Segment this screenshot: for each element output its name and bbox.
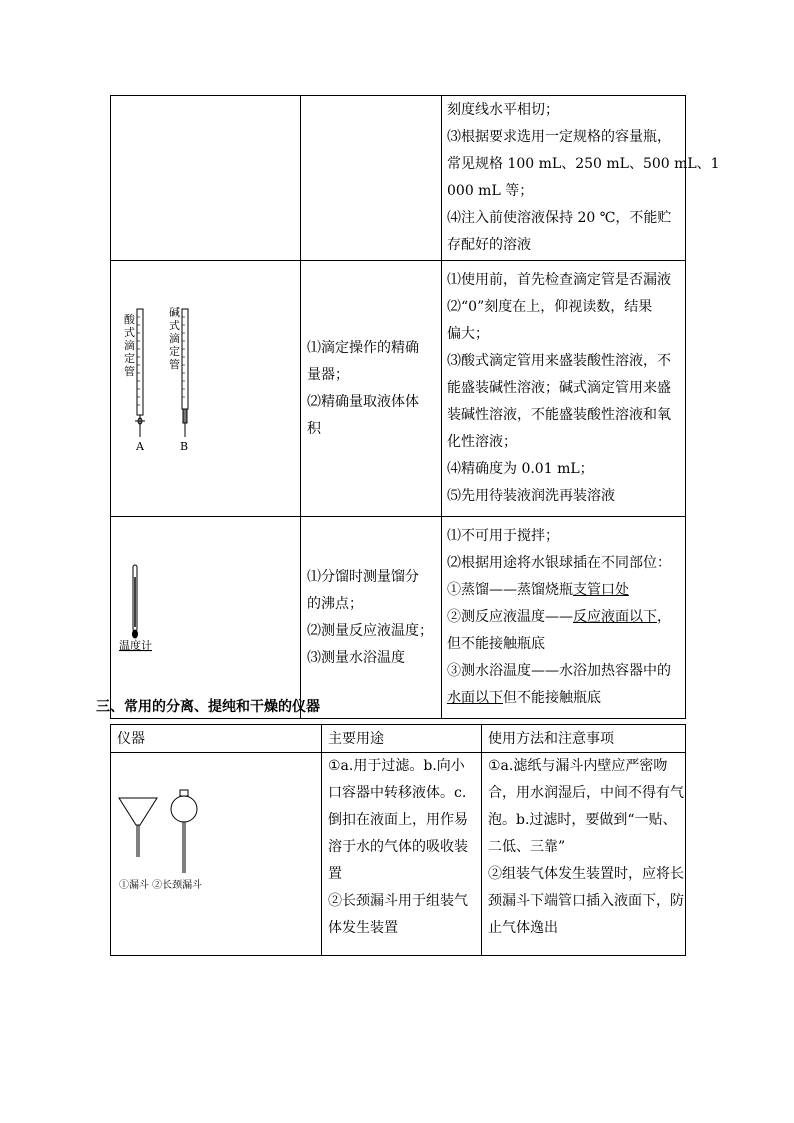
note-line: ⑴不可用于搅拌； <box>447 528 559 544</box>
instrument-table-measuring <box>110 95 720 719</box>
base-burette-label-3: 定 <box>169 345 180 358</box>
note-line: 常见规格 100 mL、250 mL、500 mL、1 <box>447 156 720 172</box>
note-line: 偏大； <box>447 326 489 342</box>
thermometer-label: 温度计 <box>119 639 152 652</box>
use-line: 置 <box>328 866 342 882</box>
label-b: B <box>180 440 189 453</box>
section-title: 三、常用的分离、提纯和干燥的仪器 <box>96 699 320 715</box>
note-line <box>447 685 681 712</box>
note-line: 能盛装碱性溶液；碱式滴定管用来盛 <box>447 380 671 396</box>
thermometer-illustration <box>111 517 301 708</box>
note-line: 合，用水润湿后，中间不得有气 <box>488 785 684 801</box>
notes-cell <box>442 261 686 517</box>
thermometer-image-cell <box>111 517 301 719</box>
note-line: ①a.滤纸与漏斗内壁应严密吻 <box>488 758 668 774</box>
use-line: ⑴分馏时测量馏分 <box>307 568 419 585</box>
note-line <box>447 577 681 604</box>
note-line: ⑷精确度为 0.01 mL； <box>447 461 594 477</box>
underlined-text: 水面以下 <box>447 690 503 706</box>
notes-cell <box>442 96 720 261</box>
note-text: ， <box>657 609 671 625</box>
use-line: 溶于水的气体的吸收装 <box>328 839 468 855</box>
funnel-icon <box>119 798 157 857</box>
use-line: ⑵精确量取液体体 <box>307 393 419 410</box>
acid-burette-label-1: 式 <box>124 326 135 339</box>
use-line: ⑵测量反应液温度； <box>307 622 433 639</box>
use-cell <box>301 96 442 261</box>
acid-burette-label-3: 定 <box>124 352 135 365</box>
note-text: ①蒸馏——蒸馏烧瓶 <box>447 582 573 598</box>
note-text: ②测反应液温度—— <box>447 609 573 625</box>
base-burette-label-4: 管 <box>169 358 180 371</box>
base-burette-label-2: 滴 <box>169 332 180 345</box>
acid-burette-label-0: 酸 <box>124 313 135 326</box>
label-a: A <box>136 440 144 453</box>
note-line: ②组装气体发生装置时，应将长 <box>488 866 684 882</box>
note-line: 000 mL 等； <box>447 183 534 199</box>
use-line: ⑴滴定操作的精确 <box>307 339 419 356</box>
long-neck-funnel-icon <box>171 790 197 873</box>
note-line: 刻度线水平相切； <box>447 102 559 118</box>
funnel-caption: ①漏斗 ②长颈漏斗 <box>119 880 203 891</box>
use-line: ②长颈漏斗用于组装气 <box>328 893 468 909</box>
use-line: 口容器中转移液体。c. <box>328 785 467 801</box>
funnel-image-cell <box>111 753 322 956</box>
note-line: 二低、三靠” <box>488 839 566 855</box>
note-line: ⑴使用前，首先检查滴定管是否漏液 <box>447 272 671 288</box>
table-row <box>111 261 686 517</box>
use-cell <box>301 517 442 719</box>
note-line: ⑸先用待装液润洗再装溶液 <box>447 488 615 504</box>
instrument-image-cell <box>111 96 301 261</box>
underlined-text: 反应液面以下 <box>573 609 657 625</box>
note-line: 颈漏斗下端管口插入液面下，防 <box>488 893 684 909</box>
note-text: 但不能接触瓶底 <box>503 690 601 706</box>
base-burette-label-1: 式 <box>169 319 180 332</box>
burette-image-cell <box>111 261 301 517</box>
note-line: 泡。b.过滤时，要做到“一贴、 <box>488 812 677 828</box>
use-cell <box>301 261 442 517</box>
header-notes: 使用方法和注意事项 <box>482 725 686 753</box>
use-line: 的沸点； <box>307 595 363 612</box>
underlined-text: 支管口处 <box>573 582 629 598</box>
header-instrument: 仪器 <box>111 725 322 753</box>
note-line: ⑶根据要求选用一定规格的容量瓶， <box>447 129 671 145</box>
note-line: 化性溶液； <box>447 434 517 450</box>
use-line: 体发生装置 <box>328 920 398 936</box>
use-line: ⑶测量水浴温度 <box>307 649 405 666</box>
note-line: 但不能接触瓶底 <box>447 636 545 652</box>
base-burette-label-0: 碱 <box>169 306 180 319</box>
note-line: ⑵根据用途将水银球插在不同部位： <box>447 555 671 571</box>
table-row <box>111 96 686 261</box>
thermometer-icon <box>133 565 138 638</box>
use-line: 量器； <box>307 366 349 383</box>
table-row <box>111 753 686 956</box>
instrument-table-separation <box>110 724 686 956</box>
acid-burette-label-4: 管 <box>124 365 135 378</box>
note-line: ⑶酸式滴定管用来盛装酸性溶液，不 <box>447 353 671 369</box>
use-line: ①a.用于过滤。b.向小 <box>328 758 465 774</box>
table-header-row <box>111 725 686 753</box>
note-line: ⑵“0”刻度在上，仰视读数，结果 <box>447 299 653 315</box>
acid-burette-label-2: 滴 <box>124 339 135 352</box>
burette-illustration <box>111 261 301 506</box>
note-line: 止气体逸出 <box>488 920 558 936</box>
table-row <box>111 517 686 719</box>
note-line <box>447 604 681 631</box>
note-line: 装碱性溶液，不能盛装酸性溶液和氧 <box>447 407 671 423</box>
use-line: 积 <box>307 420 321 437</box>
note-line: ⑷注入前使溶液保持 20 ℃，不能贮 <box>447 210 672 226</box>
note-line: 存配好的溶液 <box>447 237 531 253</box>
use-line: 倒扣在液面上，用作易 <box>328 812 468 828</box>
notes-cell <box>482 753 686 956</box>
note-line: ③测水浴温度——水浴加热容器中的 <box>447 663 671 679</box>
header-use: 主要用途 <box>322 725 482 753</box>
use-cell <box>322 753 482 956</box>
notes-cell <box>442 517 686 719</box>
funnel-illustration <box>111 753 322 945</box>
